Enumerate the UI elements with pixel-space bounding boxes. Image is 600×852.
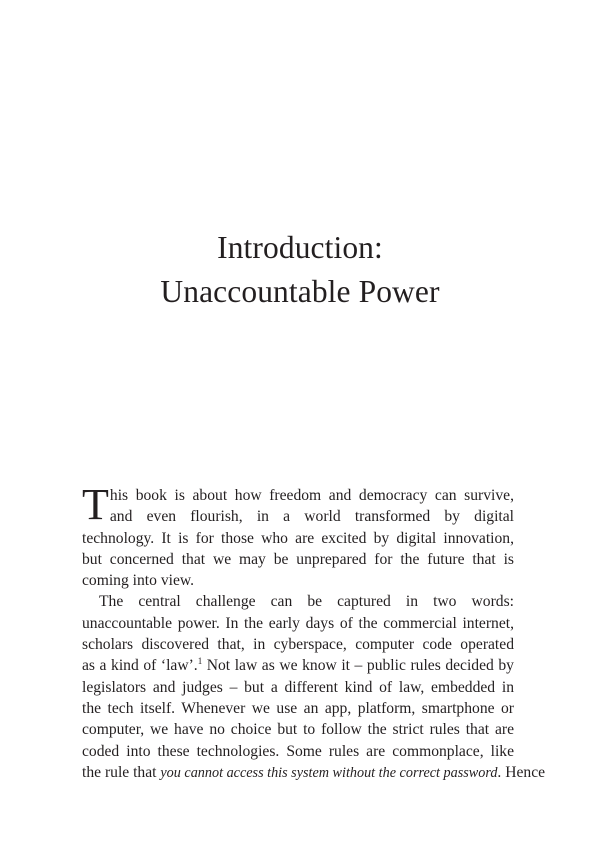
text-fragment: . Hence [497, 763, 546, 781]
text-line: and even flourish, in a world transformed by digital [109, 508, 514, 526]
text-line: coming into view. [82, 572, 195, 590]
drop-cap: T [82, 480, 109, 529]
paragraph-2 [82, 591, 546, 784]
text-line: The central challenge can be captured in two words: [99, 593, 514, 611]
text-line: his book is about how freedom and democracy can survive, [109, 487, 514, 504]
text-line: computer, we have no choice but to follow the strict rules that are [82, 721, 514, 739]
text-line [82, 655, 514, 676]
paragraph-1 [82, 480, 514, 591]
text-line: unaccountable power. In the early days of the commercial internet, [82, 614, 514, 632]
body-text [82, 480, 546, 784]
text-line: scholars discovered that, in cyberspace, computer code operated [82, 636, 514, 654]
text-line: technology. It is for those who are excited by digital innovation, [82, 529, 514, 547]
chapter-title-line-2: Unaccountable Power [160, 274, 440, 309]
text-line: but concerned that we may be unprepared for the future that is [82, 550, 514, 568]
text-line: the tech itself. Whenever we use an app, platform, smartphone or [82, 699, 514, 717]
footnote-marker: 1 [197, 656, 203, 667]
chapter-title-line-1: Introduction: [217, 230, 383, 265]
text-fragment: Not law as we know it – public rules decided by [202, 657, 514, 675]
text-line: legislators and judges – but a different kind of law, embedded in [82, 678, 514, 696]
chapter-title [0, 226, 600, 314]
text-line [82, 762, 546, 784]
text-line: coded into these technologies. Some rules are commonplace, like [82, 742, 514, 760]
text-fragment: the rule that [82, 763, 161, 781]
text-fragment: as a kind of ‘law’. [82, 657, 198, 675]
italic-phrase: you cannot access this system without the correct password [160, 764, 498, 781]
